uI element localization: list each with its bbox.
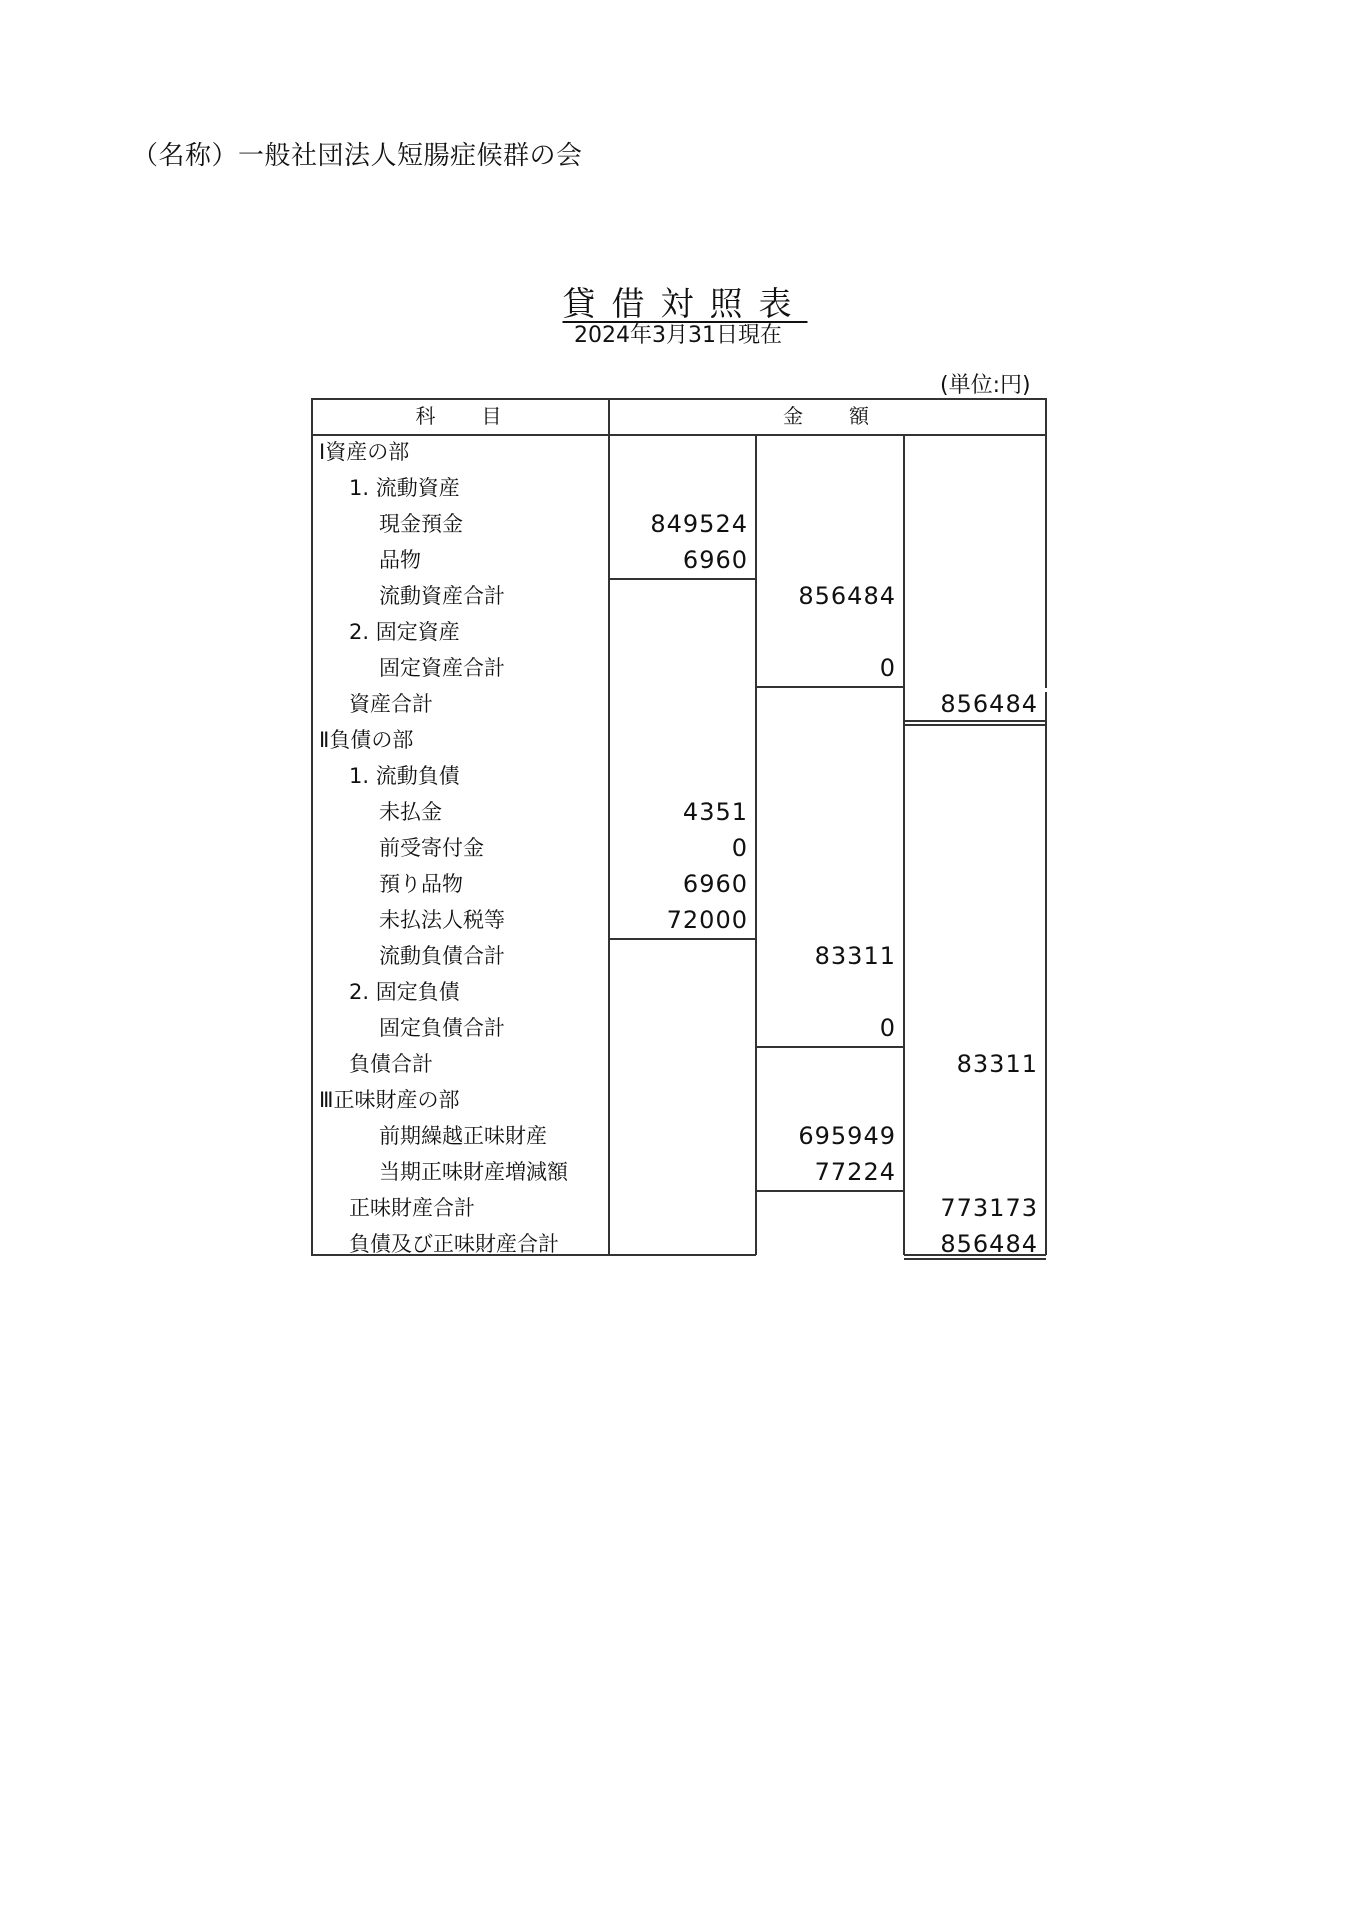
subtotal-rule-assets-c2	[756, 686, 904, 688]
document-title-text: 貸借対照表	[562, 284, 808, 323]
table-right-border-lower	[1045, 692, 1047, 1255]
amount-c1: 0	[731, 834, 748, 862]
row-label: 流動負債合計	[379, 944, 505, 968]
row-label: 1. 流動資産	[349, 476, 460, 500]
row-label: 未払金	[379, 800, 442, 824]
double-rule-assets-bottom	[904, 724, 1046, 726]
row-label: 正味財産合計	[349, 1196, 475, 1220]
subtotal-rule-liab-c1	[608, 938, 756, 940]
subtotal-rule-netassets-c2	[756, 1190, 904, 1192]
organization-name: （名称）一般社団法人短腸症候群の会	[132, 141, 583, 171]
amount-c2: 77224	[814, 1158, 896, 1186]
row-label: 前受寄付金	[379, 836, 484, 860]
column-header-amount: 金 額	[783, 404, 871, 428]
amount-c2: 0	[879, 654, 896, 682]
row-label: 負債合計	[349, 1052, 433, 1076]
subtotal-rule-liab-c2	[756, 1046, 904, 1048]
row-label: 2. 固定資産	[349, 620, 460, 644]
row-label: 資産合計	[349, 692, 433, 716]
balance-sheet-table	[311, 398, 1046, 1258]
row-label: 現金預金	[379, 512, 463, 536]
amount-c2: 0	[879, 1014, 896, 1042]
amount-c1: 849524	[650, 510, 748, 538]
subtotal-rule-assets-c1	[608, 578, 756, 580]
row-label: 当期正味財産増減額	[379, 1160, 568, 1184]
amount-c1: 72000	[666, 906, 748, 934]
amount-c3: 856484	[940, 690, 1038, 718]
column-header-subject: 科 目	[415, 404, 504, 428]
amount-c2: 83311	[814, 942, 896, 970]
amount-c3: 856484	[940, 1230, 1038, 1258]
row-label: 流動資産合計	[379, 584, 505, 608]
amount-c1: 6960	[682, 546, 748, 574]
row-label: 未払法人税等	[379, 908, 505, 932]
row-label: Ⅰ資産の部	[319, 440, 410, 464]
row-label: 固定資産合計	[379, 656, 505, 680]
amount-c2: 695949	[798, 1122, 896, 1150]
row-label: 2. 固定負債	[349, 980, 460, 1004]
row-label: Ⅱ負債の部	[319, 728, 414, 752]
amount-c3: 773173	[940, 1194, 1038, 1222]
row-label: 品物	[379, 548, 421, 572]
row-label: 前期繰越正味財産	[379, 1124, 547, 1148]
amount-col2-divider	[903, 434, 905, 1255]
amount-c1: 4351	[682, 798, 748, 826]
table-right-border-upper	[1045, 398, 1047, 688]
amount-c2: 856484	[798, 582, 896, 610]
row-label: 1. 流動負債	[349, 764, 460, 788]
as-of-date: 2024年3月31日現在	[574, 323, 782, 348]
row-label: 預り品物	[379, 872, 463, 896]
row-label: 固定負債合計	[379, 1016, 505, 1040]
header-bottom-border	[311, 434, 1046, 436]
unit-label: (単位:円)	[940, 373, 1031, 398]
row-label: 負債及び正味財産合計	[349, 1232, 559, 1256]
row-label: Ⅲ正味財産の部	[319, 1088, 460, 1112]
amount-c3: 83311	[956, 1050, 1038, 1078]
amount-c1: 6960	[682, 870, 748, 898]
